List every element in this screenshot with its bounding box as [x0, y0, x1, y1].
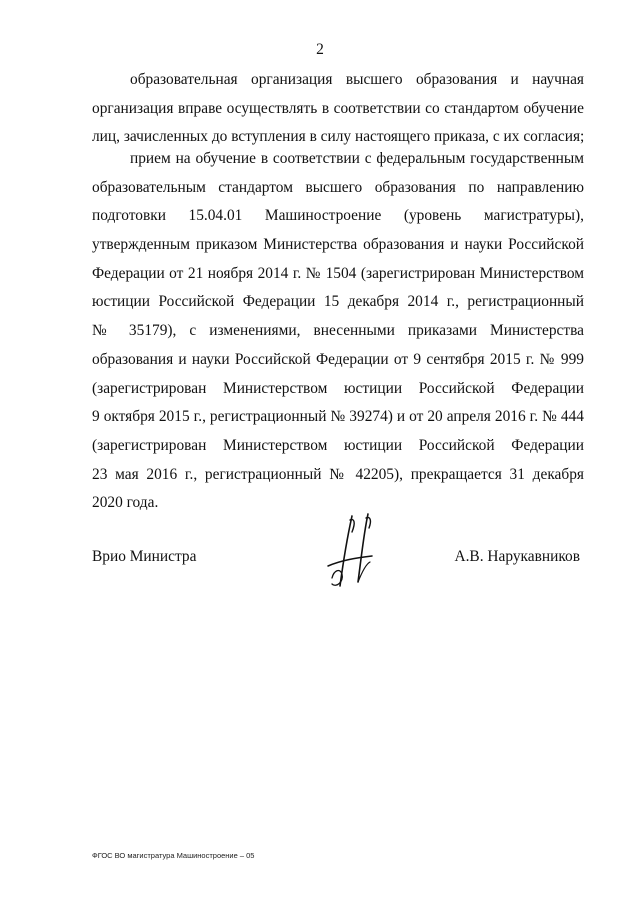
text-line: 9 октября 2015 г., регистрационный № 39274) и от 20 апреля 2016 г. № 444	[92, 408, 584, 426]
text-line: юстиции Российской Федерации 15 декабря 2014 г., регистрационный	[92, 293, 584, 311]
text-line: организация вправе осуществлять в соответствии со стандартом обучение	[92, 99, 584, 117]
paragraph-1	[92, 66, 584, 152]
text-line: (зарегистрирован Министерством юстиции Российской Федерации	[92, 379, 584, 397]
handwritten-signature-icon	[322, 512, 378, 590]
text-line: 23 мая 2016 г., регистрационный № 42205), прекращается 31 декабря	[92, 465, 584, 483]
text-line: прием на обучение в соответствии с федеральным государственным	[130, 150, 584, 167]
page-number: 2	[316, 41, 324, 58]
text-line: Федерации от 21 ноября 2014 г. № 1504 (зарегистрирован Министерством	[92, 264, 584, 282]
text-line: 2020 года.	[92, 494, 159, 512]
text-line: образовательная организация высшего образования и научная	[130, 71, 584, 88]
text-line: № 35179), с изменениями, внесенными приказами Министерства	[92, 322, 584, 340]
text-line: (зарегистрирован Министерством юстиции Российской Федерации	[92, 436, 584, 454]
paragraph-2	[92, 145, 584, 518]
text-line: образования и науки Российской Федерации от 9 сентября 2015 г. № 999	[92, 350, 584, 368]
signatory-name: А.В. Нарукавников	[454, 548, 580, 565]
text-line: подготовки 15.04.01 Машиностроение (уровень магистратуры),	[92, 207, 584, 225]
document-footer: ФГОС ВО магистратура Машиностроение – 05	[92, 851, 255, 860]
text-line: образовательным стандартом высшего образования по направлению	[92, 178, 584, 196]
signatory-title: Врио Министра	[92, 548, 197, 565]
text-line: утвержденным приказом Министерства образования и науки Российской	[92, 236, 584, 254]
text-line: лиц, зачисленных до вступления в силу настоящего приказа, с их согласия;	[92, 128, 585, 146]
